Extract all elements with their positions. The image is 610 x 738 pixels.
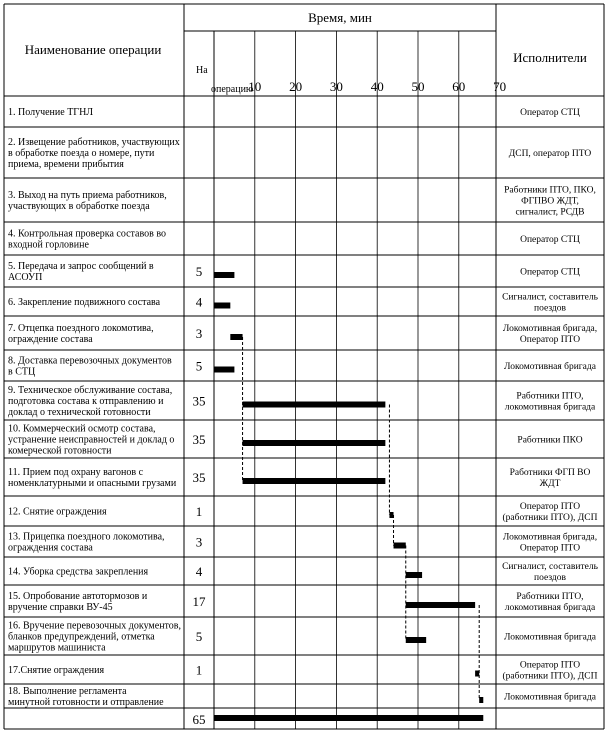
operation-executor: (работники ПТО), ДСП — [502, 671, 598, 682]
operation-executor: Работники ПКО — [517, 435, 583, 446]
gantt-bar — [479, 697, 483, 703]
time-tick-label: 50 — [411, 79, 425, 94]
operation-duration: 4 — [195, 564, 203, 579]
operation-executor: Работники ПТО, — [516, 391, 584, 402]
operation-name: АСОУП — [8, 272, 43, 283]
time-tick-label: 60 — [452, 79, 466, 94]
gantt-bar — [214, 715, 483, 721]
operation-name: 14. Уборка средства закрепления — [8, 566, 149, 578]
operation-executor: Оператор ПТО — [519, 335, 581, 345]
operation-executor: ФГПВО ЖДТ, — [521, 196, 579, 207]
operation-duration: 5 — [195, 358, 203, 374]
operation-duration: 17 — [192, 594, 206, 609]
operation-name: в обработке поезда о номере, пути — [8, 148, 155, 159]
operation-executor: Работники ПТО, — [516, 592, 584, 602]
operation-column-header: Наименование операции — [24, 42, 162, 57]
operation-name: доклад о технической готовности — [8, 407, 151, 418]
operation-name: ограждение состава — [8, 334, 93, 345]
operation-executor: сигналист, РСДВ — [515, 207, 585, 218]
operation-name: устранение неисправностей и доклад о — [8, 434, 175, 446]
executors-column-header: Исполнители — [513, 50, 587, 65]
time-tick-label: 70 — [493, 79, 507, 94]
operation-name: маршрутов машиниста — [8, 642, 106, 654]
operation-executor: Оператор ПТО — [519, 543, 581, 554]
operation-duration: 5 — [195, 629, 203, 644]
operation-executor: Оператор СТЦ — [520, 108, 580, 118]
operation-name: 15. Опробование автотормозов и — [8, 591, 148, 602]
gantt-bar — [406, 602, 475, 608]
duration-column-header-line1: На — [196, 65, 208, 76]
operation-executor: ДСП, оператор ПТО — [508, 149, 592, 159]
operation-name: 17.Снятие ограждения — [8, 665, 105, 676]
operation-name: 3. Выход на путь приема работников, — [8, 190, 167, 201]
gantt-bar — [475, 671, 479, 677]
operation-name: 5. Передача и запрос сообщений в — [8, 261, 154, 272]
operation-name: бланков предупреждений, отметка — [8, 631, 155, 643]
operation-executor: (работники ПТО), ДСП — [502, 513, 598, 523]
operation-duration: 5 — [195, 264, 203, 279]
operation-duration: 35 — [192, 470, 206, 485]
operation-name: номенклатурными и опасными грузами — [8, 478, 177, 489]
operation-executor: Сигналист, составитель — [502, 292, 598, 303]
time-tick-label: 30 — [329, 79, 343, 94]
operation-duration: 1 — [195, 662, 203, 678]
operation-name: 11. Прием под охрану вагонов с — [8, 467, 144, 478]
operation-executor: поездов — [534, 573, 566, 583]
gantt-bar — [243, 440, 386, 446]
operation-executor: Оператор ПТО — [519, 660, 581, 671]
operation-name: 6. Закрепление подвижного состава — [8, 297, 161, 308]
operation-name: 13. Прицепка поездного локомотива, — [8, 531, 165, 543]
operation-duration: 4 — [195, 294, 203, 310]
operation-executor: Оператор СТЦ — [520, 235, 580, 245]
operation-name: 7. Отцепка поездного локомотива, — [8, 323, 154, 334]
gantt-bar — [230, 334, 242, 340]
operation-name: вручение справки ВУ-45 — [8, 602, 113, 613]
operation-executor: Локомотивная бригада — [504, 632, 596, 643]
operation-name: комерческой готовности — [8, 445, 112, 457]
operation-executor: Работники ПТО, ПКО, — [504, 185, 596, 196]
total-duration: 65 — [192, 712, 206, 727]
operation-name: 9. Техническое обслуживание состава, — [8, 385, 173, 396]
operation-name: ограждения состава — [8, 542, 93, 554]
gantt-bar — [243, 478, 386, 484]
gantt-bar — [214, 272, 234, 278]
operation-executor: Оператор ПТО — [519, 502, 581, 512]
operation-name: приема, времени прибытия — [8, 159, 124, 170]
operation-executor: Локомотивная бригада — [504, 362, 596, 372]
time-tick-label: 40 — [370, 79, 384, 94]
operation-executor: поездов — [534, 303, 566, 314]
gantt-bar — [389, 512, 393, 518]
operation-duration: 3 — [195, 326, 203, 341]
duration-column-header-line2: операцию — [211, 84, 254, 95]
gantt-bar — [394, 543, 406, 549]
operation-duration: 1 — [195, 504, 203, 519]
operation-name: 4. Контрольная проверка составов во — [8, 228, 167, 240]
gantt-bar — [406, 572, 422, 578]
operation-name: 12. Снятие ограждения — [8, 506, 107, 518]
operation-executor: Сигналист, составитель — [502, 562, 598, 572]
operation-duration: 35 — [192, 432, 206, 447]
operation-executor: локомотивная бригада — [504, 402, 596, 413]
operation-executor: Локомотивная бригада, — [502, 532, 598, 543]
operation-name: входной горловине — [8, 239, 89, 251]
time-tick-label: 10 — [248, 79, 262, 94]
operation-name: участвующих в обработке поезда — [8, 201, 150, 212]
operation-executor: Локомотивная бригада — [504, 692, 596, 703]
operation-executor: Оператор СТЦ — [520, 267, 580, 278]
operation-duration: 3 — [195, 534, 203, 550]
operation-executor: Локомотивная бригада, — [502, 324, 598, 334]
gantt-bar — [214, 303, 230, 309]
gantt-bar — [243, 402, 386, 408]
operation-name: в СТЦ — [8, 366, 36, 378]
operation-name: 10. Коммерческий осмотр состава, — [8, 423, 156, 435]
operation-executor: Работники ФГП ВО — [509, 468, 591, 478]
gantt-bar — [214, 367, 234, 373]
operation-duration: 35 — [192, 393, 206, 409]
time-tick-label: 20 — [289, 79, 303, 94]
operation-name: 18. Выполнение регламента — [8, 686, 127, 697]
operation-name: 8. Доставка перевозочных документов — [8, 355, 172, 367]
operation-name: подготовка состава к отправлению и — [8, 396, 164, 407]
operation-name: 16. Вручение перевозочных документов, — [8, 620, 182, 632]
time-column-header: Время, мин — [308, 10, 372, 25]
operation-name: 2. Извещение работников, участвующих — [8, 137, 180, 148]
operation-name: 1. Получение ТГНЛ — [8, 107, 94, 118]
operation-name: минутной готовности и отправление — [8, 697, 164, 708]
gantt-bar — [406, 637, 426, 643]
operation-executor: локомотивная бригада — [504, 603, 596, 613]
operation-executor: ЖДТ — [539, 479, 561, 489]
